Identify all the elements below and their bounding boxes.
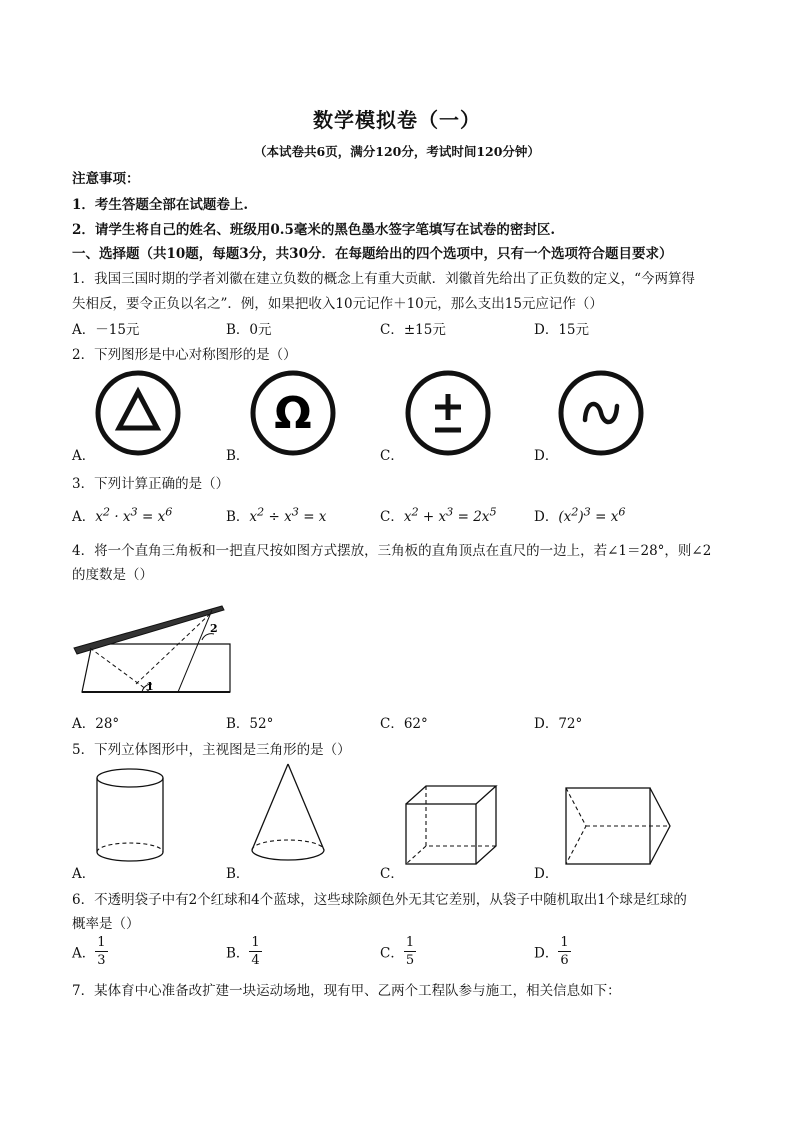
q3-option-d-expr: $(x^2)^3 = x^6$ [558,505,626,525]
q4-option-b: B．52° [226,716,274,732]
q4-option-a: A．28° [72,716,120,732]
q5-figure-d-prism [560,784,675,866]
q5-figure-a-cylinder [95,766,175,866]
q1-line-1: 1．我国三国时期的学者刘徽在建立负数的概念上有重大贡献．刘徽首先给出了正负数的定义，“今两算得 [72,271,695,287]
q3-option-d [534,505,626,525]
q2-figure-b-omega-icon [250,370,340,460]
notes-item-1: 1．考生答题全部在试题卷上. [72,197,249,213]
q1-option-b: B．0元 [226,322,272,338]
q6-option-a [72,936,108,967]
q6-option-b-fraction: $\frac{1}{4}$ [251,935,260,968]
q6-line-1: 6．不透明袋子中有2个红球和4个蓝球，这些球除颜色外无其它差别，从袋子中随机取出1个球是红球的 [72,892,687,908]
q3-option-c-label: C． [380,509,404,525]
q5-option-c: C． [380,866,404,882]
q2-option-d: D． [534,448,559,464]
q3-line-1: 3．下列计算正确的是（） [72,476,230,492]
q1-option-a: A．－15元 [72,322,140,338]
q6-line-2: 概率是（） [72,916,140,932]
q5-option-a: A． [72,866,96,882]
q4-angle-1-label: 1 [146,680,154,693]
q4-option-d: D．72° [534,716,583,732]
q7-line-1: 7．某体育中心准备改扩建一块运动场地，现有甲、乙两个工程队参与施工，相关信息如下： [72,983,621,999]
q6-option-a-fraction: $\frac{1}{3}$ [97,935,106,968]
section-heading: 一、选择题（共10题，每题3分，共30分．在每题给出的四个选项中，只有一个选项符合题目要求） [72,246,673,262]
q3-option-a [72,505,172,525]
q6-option-c [380,936,416,967]
q6-option-c-label: C． [380,945,404,962]
q2-option-a: A． [72,448,96,464]
q1-line-2: 失相反，要令正负以名之”．例，如果把收入10元记作＋10元，那么支出15元应记作（） [72,296,603,312]
q4-option-c: C．62° [380,716,428,732]
q3-option-c [380,505,497,525]
q4-figure-ruler-triangle [72,588,232,703]
q2-option-c: C． [380,448,404,464]
q5-figure-c-cube [402,784,502,866]
q6-option-d-label: D． [534,945,559,962]
q4-line-2: 的度数是（） [72,567,153,583]
q1-option-d: D．15元 [534,322,590,338]
q2-figure-a-triangle-icon [95,370,185,460]
q6-option-d-fraction: $\frac{1}{6}$ [560,935,569,968]
q2-line-1: 2．下列图形是中心对称图形的是（） [72,347,297,363]
page-subtitle: （本试卷共6页，满分120分，考试时间120分钟） [254,144,540,159]
q3-option-d-label: D． [534,509,559,525]
q3-option-b [226,505,326,525]
q2-option-b: B． [226,448,250,464]
q4-line-1: 4．将一个直角三角板和一把直尺按如图方式摆放，三角板的直角顶点在直尺的一边上，若∠1＝28°，则∠2 [72,543,712,559]
q6-option-d [534,936,571,967]
q3-option-b-label: B． [226,509,250,525]
q3-option-a-label: A． [72,509,96,525]
q4-angle-2-label: 2 [210,622,218,635]
q5-option-b: B． [226,866,250,882]
q6-option-b-label: B． [226,945,250,962]
q5-option-d: D． [534,866,559,882]
q1-option-c: C．±15元 [380,322,446,338]
q5-figure-b-cone [250,762,330,866]
q3-option-b-expr: $x^2 \div x^3 = x$ [249,505,327,525]
notes-item-2: 2．请学生将自己的姓名、班级用0.5毫米的黑色墨水签字笔填写在试卷的密封区. [72,222,556,238]
q2-figure-d-wave-icon [558,370,648,460]
svg-text:Ω: Ω [274,388,312,439]
q2-figure-c-plusminus-icon [405,370,495,460]
q6-option-c-fraction: $\frac{1}{5}$ [405,935,415,968]
q3-option-a-expr: $x^2 \cdot x^3 = x^6$ [95,505,173,525]
q5-line-1: 5．下列立体图形中，主视图是三角形的是（） [72,742,351,758]
page-title: 数学模拟卷（一） [313,108,481,132]
notes-heading: 注意事项： [72,171,140,187]
q6-option-a-label: A． [72,945,96,962]
q6-option-b [226,936,262,967]
q3-option-c-expr: $x^2 + x^3 = 2x^5$ [403,505,497,525]
